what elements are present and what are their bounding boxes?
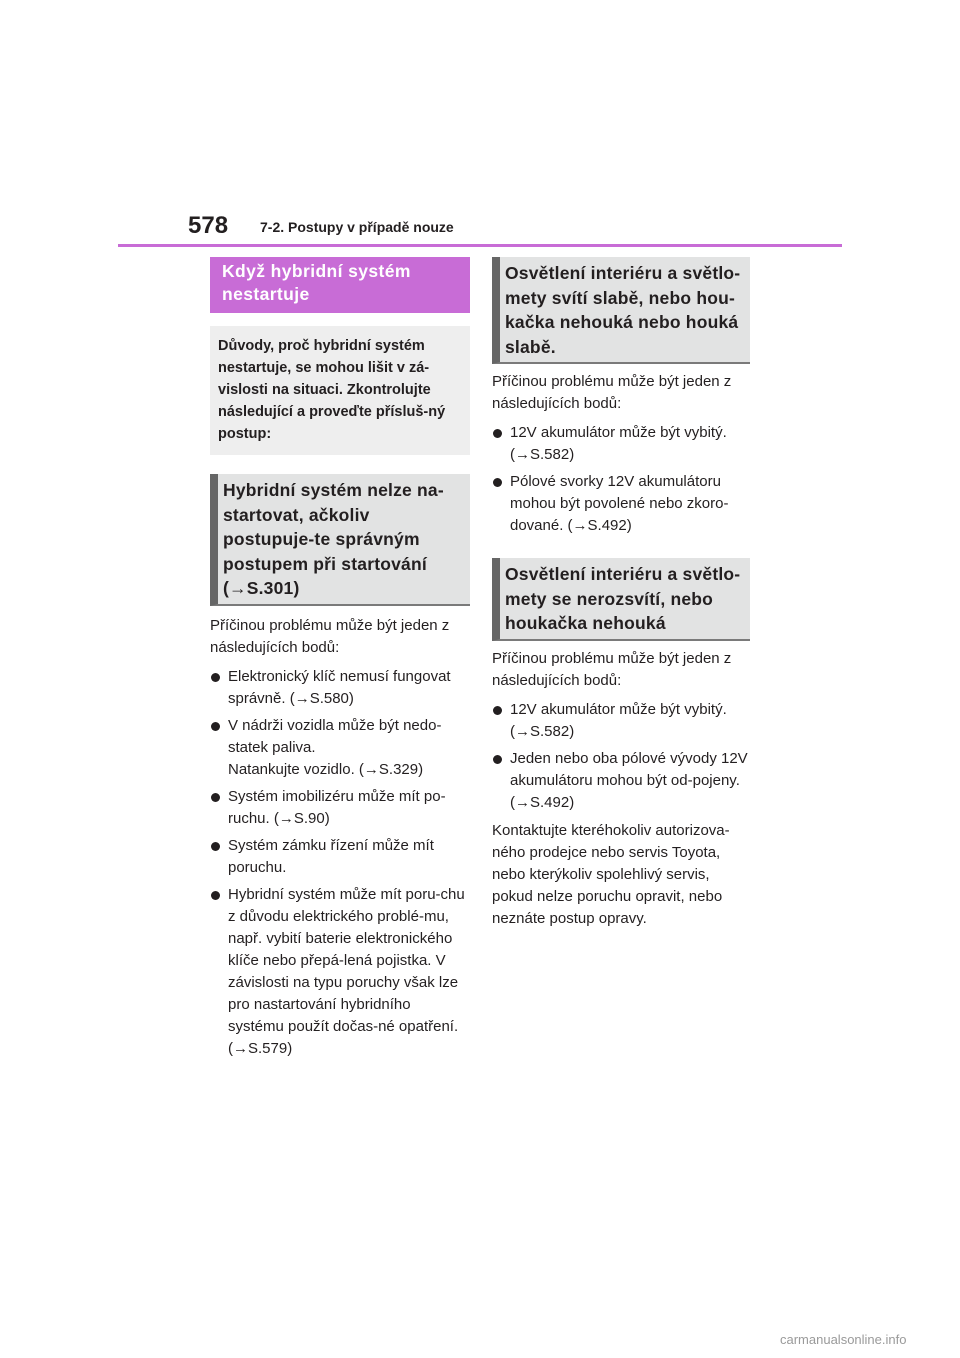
subsection-heading: Osvětlení interiéru a světlo-mety svítí slabě, nebo hou-kačka nehouká nebo houká slabě. <box>492 257 750 364</box>
section-title: 7-2. Postupy v případě nouze <box>260 219 454 235</box>
bullet-icon <box>493 429 502 438</box>
note-box: Důvody, proč hybridní systém nestartuje, se mohou lišit v zá-vislosti na situaci. Zkontrolujte následující a proveďte přísluš-ný postup: <box>210 326 470 455</box>
cause-list <box>210 666 470 1060</box>
bullet-icon <box>211 842 220 851</box>
intro-text: Příčinou problému může být jeden z následujících bodů: <box>492 649 732 689</box>
list-item: Hybridní systém může mít poru-chu z důvodu elektrického problé-mu, např. vybití baterie elektronického klíče nebo přepá-lená pojistka. V závislosti na typu poruchy však lze pro nastartování hybridního systému použít dočas-né opatření. (→S.579) <box>210 884 470 1060</box>
list-item: V nádrži vozidla může být nedo-statek paliva. Natankujte vozidlo. (→S.329) <box>210 715 470 781</box>
bullet-icon <box>493 706 502 715</box>
list-item: Elektronický klíč nemusí fungovat správně. (→S.580) <box>210 666 470 710</box>
watermark: carmanualsonline.info <box>780 1332 907 1347</box>
closing-text: Kontaktujte kteréhokoliv autorizova-ného prodejce nebo servis Toyota, nebo kterýkoliv spolehlivý servis, pokud nelze poruchu opravit, nebo neznáte postup opravy. <box>492 821 730 927</box>
main-heading: Když hybridní systém nestartuje <box>210 257 470 313</box>
bullet-icon <box>493 755 502 764</box>
list-item: Pólové svorky 12V akumulátoru mohou být povolené nebo zkoro-dované. (→S.492) <box>492 471 750 537</box>
list-item: Systém imobilizéru může mít po-ruchu. (→S.90) <box>210 786 470 830</box>
list-item: 12V akumulátor může být vybitý. (→S.582) <box>492 422 750 466</box>
bullet-icon <box>211 722 220 731</box>
list-item: Systém zámku řízení může mít poruchu. <box>210 835 470 879</box>
list-item: 12V akumulátor může být vybitý. (→S.582) <box>492 699 750 743</box>
list-item: Jeden nebo oba pólové vývody 12V akumulátoru mohou být od-pojeny. (→S.492) <box>492 748 750 814</box>
cause-list <box>492 422 750 537</box>
subsection-heading: Osvětlení interiéru a světlo-mety se nerozsvítí, nebo houkačka nehouká <box>492 558 750 641</box>
subsection-heading: Hybridní systém nelze na-startovat, ačkoliv postupuje-te správným postupem při startování (→S.301) <box>210 474 470 606</box>
bullet-icon <box>211 793 220 802</box>
bullet-icon <box>493 478 502 487</box>
bullet-icon <box>211 673 220 682</box>
header-rule <box>118 244 842 247</box>
right-column <box>492 257 750 930</box>
intro-text: Příčinou problému může být jeden z následujících bodů: <box>492 373 732 412</box>
bullet-icon <box>211 891 220 900</box>
cause-list <box>492 699 750 814</box>
page-number: 578 <box>188 212 229 239</box>
intro-text: Příčinou problému může být jeden z následujících bodů: <box>210 616 450 656</box>
left-column <box>210 257 470 1060</box>
